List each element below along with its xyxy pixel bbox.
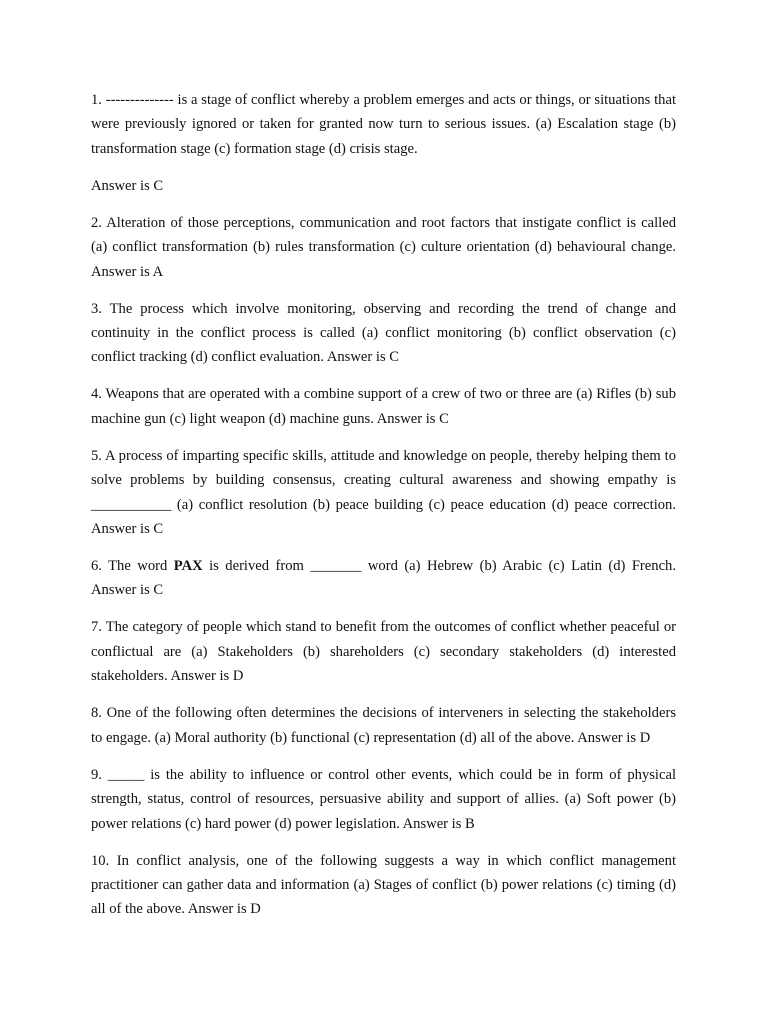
answer-1: Answer is C: [91, 177, 164, 194]
question-9: 9. _____ is the ability to influence or control other events, which could be in form of physical strength, status, control of resources, persuasive ability and support of allies. (a) Soft power (b) power relations (c) hard power (d) power legislation. Answer is B: [91, 766, 676, 832]
question-1: 1. -------------- is a stage of conflict whereby a problem emerges and acts or things, or situations that were previously ignored or taken for granted now turn to serious issues. (a) Escalation stage (b) transformation stage (c) formation stage (d) crisis stage.: [91, 92, 676, 157]
question-5: 5. A process of imparting specific skills, attitude and knowledge on people, thereby helping them to solve problems by building consensus, creating cultural awareness and showing empathy is ___________ (a) conflict resolution (b) peace building (c) peace education (d) peace correction. Answer is C: [91, 447, 676, 538]
question-6-suffix: is derived from _______ word (a) Hebrew (b) Arabic (c) Latin (d) French. Answer is C: [91, 558, 676, 599]
question-6-prefix: 6. The word: [91, 558, 174, 575]
question-7: 7. The category of people which stand to benefit from the outcomes of conflict whether peaceful or conflictual are (a) Stakeholders (b) shareholders (c) secondary stakeholders (d) interested stakeholders. Answer is D: [91, 619, 676, 685]
question-10: 10. In conflict analysis, one of the following suggests a way in which conflict management practitioner can gather data and information (a) Stages of conflict (b) power relations (c) timing (d) all of the above. Answer is D: [91, 852, 676, 918]
question-2: 2. Alteration of those perceptions, communication and root factors that instigate conflict is called (a) conflict transformation (b) rules transformation (c) culture orientation (d) behavioural change. Answer is A: [91, 214, 676, 280]
question-6-bold-term: PAX: [173, 558, 203, 575]
question-3: 3. The process which involve monitoring, observing and recording the trend of change and continuity in the conflict process is called (a) conflict monitoring (b) conflict observation (c) conflict tracking (d) conflict evaluation. Answer is C: [91, 300, 676, 366]
question-8: 8. One of the following often determines the decisions of interveners in selecting the stakeholders to engage. (a) Moral authority (b) functional (c) representation (d) all of the above. Answer is D: [91, 705, 676, 746]
question-6: [91, 554, 676, 603]
question-4: 4. Weapons that are operated with a combine support of a crew of two or three are (a) Rifles (b) sub machine gun (c) light weapon (d) machine guns. Answer is C: [91, 386, 676, 427]
